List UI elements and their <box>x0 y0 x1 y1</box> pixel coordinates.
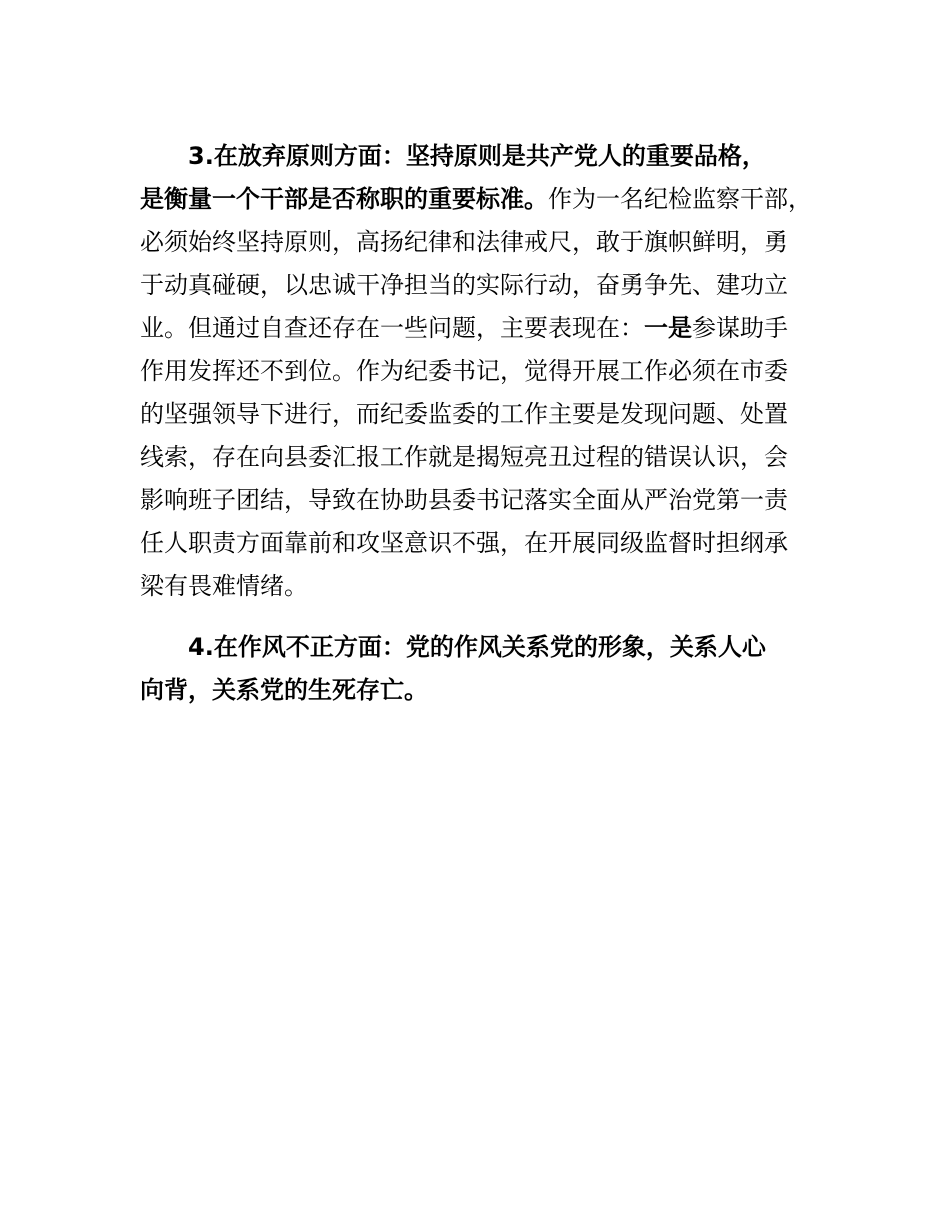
text-run: 梁有畏难情绪。 <box>140 572 308 600</box>
text-line <box>140 307 830 350</box>
text-run: 业。但通过自查还存在一些问题，主要表现在： <box>140 314 644 342</box>
text-run: 作为一名纪检监察干部， <box>548 185 812 213</box>
text-line <box>140 350 830 393</box>
text-run: 影响班子团结，导致在协助县委书记落实全面从严治党第一责 <box>140 486 788 514</box>
document-body <box>140 135 830 712</box>
text-run: 作用发挥还不到位。作为纪委书记，觉得开展工作必须在市委 <box>140 357 788 385</box>
text-run: 必须始终坚持原则，高扬纪律和法律戒尺，敢于旗帜鲜明，勇 <box>140 228 788 256</box>
bold-text-run: 3.在放弃原则方面：坚持原则是共产党人的重要品格， <box>188 142 766 170</box>
text-line <box>140 669 830 712</box>
text-line <box>140 436 830 479</box>
bold-text-run: 4.在作风不正方面：党的作风关系党的形象，关系人心 <box>188 633 766 661</box>
text-line <box>140 178 830 221</box>
paragraph-section-3 <box>140 135 830 608</box>
text-run: 任人职责方面靠前和攻坚意识不强，在开展同级监督时担纲承 <box>140 529 788 557</box>
text-line <box>140 626 830 669</box>
text-line <box>140 135 830 178</box>
bold-text-run: 是衡量一个干部是否称职的重要标准。 <box>140 185 548 213</box>
text-line <box>140 522 830 565</box>
bold-text-run: 一是 <box>644 314 692 342</box>
text-run: 于动真碰硬，以忠诚干净担当的实际行动，奋勇争先、建功立 <box>140 271 788 299</box>
text-run: 线索，存在向县委汇报工作就是揭短亮丑过程的错误认识，会 <box>140 443 788 471</box>
text-line <box>140 393 830 436</box>
paragraph-section-4 <box>140 626 830 712</box>
text-run: 的坚强领导下进行，而纪委监委的工作主要是发现问题、处置 <box>140 400 788 428</box>
text-line <box>140 264 830 307</box>
bold-text-run: 向背，关系党的生死存亡。 <box>140 676 428 704</box>
text-run: 参谋助手 <box>692 314 788 342</box>
text-line <box>140 565 830 608</box>
text-line <box>140 479 830 522</box>
text-line <box>140 221 830 264</box>
